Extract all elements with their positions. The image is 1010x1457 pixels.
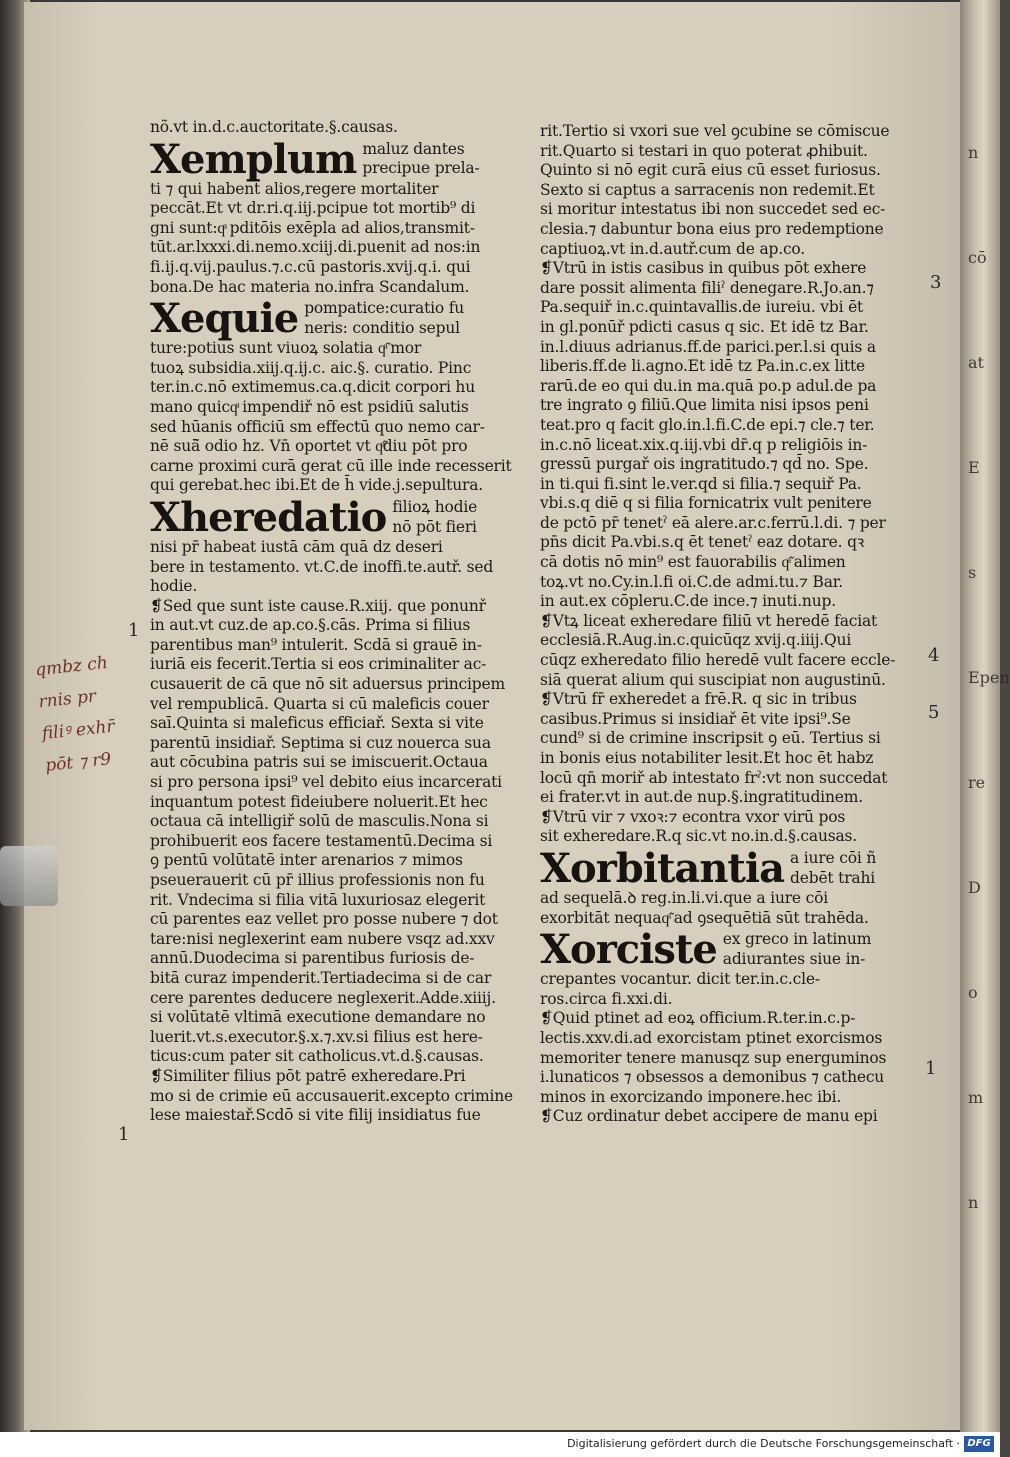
text-line: aut cōcubina patris sui se imiscuerit.Octaua — [150, 753, 488, 772]
text-line: mo si de crimie eū accusauerit.excepto crimine — [150, 1086, 513, 1105]
text-line: ❡Quid ptinet ad eoꝝ officium.R.ter.in.c.p- — [540, 1009, 856, 1028]
text-line: cā dotis nō min⁹ est fauorabilis qͣ̃ alimen — [540, 553, 846, 572]
text-line: locū qn̄ moriř ab intestato frˀ:vt non succedat — [540, 768, 888, 787]
gloss-line: debēt trahi — [790, 868, 875, 887]
text-line: rit. Vndecima si filia vitā luxuriosaz elegerit — [150, 890, 486, 909]
gloss-line: ex greco in latinum — [722, 930, 872, 949]
left-column — [150, 118, 530, 1126]
headword-gloss — [790, 849, 876, 888]
text-line: qui gerebat.hec ibi.Et de h̄ vide.j.sepultura. — [150, 476, 483, 495]
text-line: nē suā̃ odio hz. Vn̄ oportet vt qͣ̃diu pōt pro — [150, 437, 468, 456]
text-line: bitā curaz impenderit.Tertiadecima si de car — [150, 968, 492, 987]
text-line: vbi.s.q diē q si filia fornicatrix vult penitere — [540, 494, 872, 513]
gloss-line: pompatice:curatio fu — [304, 299, 465, 318]
text-line: casibus.Primus si insidiař ēt vite ipsi⁹.Se — [540, 709, 851, 728]
entry-headword-block — [540, 844, 924, 892]
text-line: sit exheredare.R.q sic.vt no.in.d.§.causas. — [540, 827, 858, 846]
text-line: ❡Sed que sunt iste cause.R.xiij. que ponunř — [150, 596, 486, 615]
footer-credit: Digitalisierung gefördert durch die Deutsche Forschungsgemeinschaft · — [567, 1437, 960, 1450]
facing-text-fragment: cō — [968, 248, 987, 267]
headword-gloss — [723, 930, 871, 969]
text-line: fi.ij.q.vij.paulus.⁊.c.cū pastoris.xvij.q.i. qui — [150, 257, 471, 276]
text-line: ad sequelā.ꝺ reg.in.li.vi.que a iure cōi — [540, 888, 829, 907]
text-line: captiuoꝝ.vt in.d.autř.cum de ap.co. — [540, 239, 806, 258]
text-line: i.lunaticos ⁊ obsessos a demonibus ⁊ cathecu — [540, 1068, 885, 1087]
text-line: ꝯ pentū volūtatē inter arenarios ⁊ mimos — [150, 851, 463, 870]
hand-line: pōt ⁊ r9 — [44, 749, 113, 776]
text-line: ❡Vtrū in istis casibus in quibus pōt exhere — [540, 259, 867, 278]
hand-line: qmbz ch — [34, 652, 109, 681]
text-line: pn̄s dicit Pa.vbi.s.q ēt tenetˀ eaz dotare. qꝛ — [540, 533, 864, 552]
footer-bar — [0, 1432, 1000, 1457]
text-line: bona.De hac materia no.infra Scandalum. — [150, 277, 470, 296]
text-line: ecclesiā.R.Aug.in.c.quicūqz xvij.q.iiij.Qui — [540, 631, 852, 650]
text-line: in bonis eius notabiliter lesit.Et hoc ēt habz — [540, 749, 874, 767]
text-line: gressū purgař ois ingratitudo.⁊ qd̄ no. Spe. — [540, 455, 869, 474]
margin-number: 4 — [928, 645, 940, 666]
text-line: teat.pro q facit glo.in.l.fi.C.de epi.⁊ cle.⁊ ter. — [540, 415, 875, 434]
text-line: saī.Quinta si maleficus efficiař. Sexta si vite — [150, 714, 484, 733]
facing-page-edge — [960, 0, 1010, 1432]
text-line: ti ⁊ qui habent alios,regere mortaliter — [150, 179, 439, 198]
gloss-line: a iure cōi ñ — [790, 848, 877, 867]
facing-text-fragment: Epen — [968, 668, 1010, 687]
text-line: pseuerauerit cū pr̄ illius professionis non fu — [150, 871, 485, 889]
text-line: si volūtatē vltimā executione demandare no — [150, 1008, 486, 1027]
gloss-line: nō pōt fieri — [392, 517, 477, 536]
facing-text-fragment: n — [968, 143, 979, 162]
margin-number: 1 — [925, 1058, 937, 1079]
text-line: si pro persona ipsi⁹ vel debito eius incarcerati — [150, 773, 502, 792]
text-line: dare possit alimenta filiˀ denegare.R.Jo.an.⁊ — [540, 278, 874, 297]
headword-gloss — [392, 498, 477, 537]
text-line: nisi pr̄ habeat iustā cām quā dz deseri — [150, 537, 443, 556]
text-line: ticus:cum pater sit catholicus.vt.d.§.causas. — [150, 1047, 484, 1066]
page-clip — [0, 846, 58, 906]
headword-gloss — [304, 299, 464, 338]
headword: Xorciste — [540, 926, 717, 974]
text-line: crepantes vocantur. dicit ter.in.c.cle- — [540, 970, 820, 989]
margin-number: 1 — [118, 1124, 130, 1145]
text-line: rarū.de eo qui du.in ma.quā po.p adul.de pa — [540, 376, 877, 395]
text-line: ❡Vtrū vir ⁊ vxoꝛ:⁊ econtra vxor virū pos — [540, 807, 846, 826]
text-line: ter.in.c.nō extimemus.ca.q.dicit corpori hu — [150, 378, 475, 397]
text-line: tuoꝝ subsidia.xiij.q.ij.c. aic.§. curatio. Pinc — [150, 358, 472, 377]
text-line: vel rempublicā. Quarta si cū maleficis couer — [150, 694, 489, 713]
text-line: ros.circa fi.xxi.di. — [540, 989, 673, 1008]
handwritten-note — [34, 642, 167, 782]
entry-headword-block — [540, 926, 924, 974]
headword-gloss — [362, 140, 479, 179]
text-line: nõ.vt in.d.c.auctoritate.§.causas. — [150, 118, 398, 136]
facing-text-fragment: m — [968, 1088, 984, 1107]
facing-text-fragment: re — [968, 773, 986, 792]
text-line: inquantum potest fideiubere noluerit.Et hec — [150, 792, 488, 811]
headword: Xemplum — [150, 135, 357, 183]
text-line: gni sunt:qͣ pditōis exēpla ad alios,transmit- — [150, 218, 475, 237]
text-line: lese maiestař.Scdō si vite filij insidiatus fue — [150, 1106, 481, 1125]
hand-line: rnis pr — [37, 686, 98, 713]
text-line: prohibuerit eos facere testamentū.Decima si — [150, 831, 493, 850]
entry-headword-block — [150, 135, 530, 183]
text-line: toꝝ.vt no.Cy.in.l.fi oi.C.de admi.tu.⁊ Bar. — [540, 572, 843, 591]
margin-number: 5 — [928, 702, 940, 723]
text-line: Quinto si nō egit curā eius cū esset furiosus. — [540, 161, 881, 180]
facing-text-fragment: s — [968, 563, 977, 582]
gloss-line: precipue prela- — [362, 159, 480, 178]
text-line: cund⁹ si de crimine inscripsit ꝯ eū. Tertius si — [540, 729, 881, 748]
text-line: in aut.vt cuz.de ap.co.§.cās. Prima si filius — [150, 616, 471, 635]
text-line: ture:potius sunt viuoꝝ solatia qͣ̃ mor — [150, 339, 422, 358]
text-line: parentū insidiař. Septima si cuz nouerca sua — [150, 733, 491, 752]
text-line: rit.Tertio si vxori sue vel ꝯcubine se cōmiscue — [540, 122, 890, 140]
text-line: ❡Similiter filius pōt patrē exheredare.Pri — [150, 1066, 466, 1085]
text-line: de pctō pr̄ tenetˀ eā alere.ar.c.ferrū.l.di. ⁊ per — [540, 513, 886, 532]
gloss-line: filioꝝ hodie — [392, 497, 478, 516]
right-column — [540, 122, 924, 1127]
text-line: minos in exorcizando imponere.hec ibi. — [540, 1087, 842, 1106]
text-line: Sexto si captus a sarracenis non redemit.Et — [540, 180, 875, 199]
text-line: iuriā eis fecerit.Tertia si eos criminaliter ac- — [150, 655, 487, 674]
headword: Xheredatio — [150, 493, 387, 541]
text-line: tare:nisi neglexerint eam nubere vsqz ad.xxv — [150, 929, 495, 948]
text-line: parentibus man⁹ intulerit. Scdā si grauē in- — [150, 635, 482, 654]
text-line: tre ingrato ꝯ filiū.Que limita nisi ipsos peni — [540, 396, 869, 415]
headword: Xorbitantia — [540, 844, 785, 892]
gloss-line: maluz dantes — [362, 139, 465, 158]
text-line: ei frater.vt in aut.de nup.§.ingratitudinem. — [540, 788, 863, 807]
text-line: rit.Quarto si testari in quo poterat ꝓhibuit. — [540, 141, 868, 160]
text-line: ❡Cuz ordinatur debet accipere de manu epi — [540, 1107, 878, 1126]
facing-text-fragment: at — [968, 353, 984, 372]
text-line: siā querat alium qui suscipiat non augustinū. — [540, 670, 886, 689]
text-line: tūt.ar.lxxxi.di.nemo.xciij.di.puenit ad nos:in — [150, 238, 481, 257]
text-line: hodie. — [150, 577, 198, 596]
facing-text-fragment: E — [968, 458, 980, 477]
text-line: si moritur intestatus ibi non succedet sed ec- — [540, 200, 886, 219]
entry-headword-block — [150, 295, 530, 343]
facing-text-fragment: n — [968, 1193, 979, 1212]
text-line: in aut.ex cōpleru.C.de ince.⁊ inuti.nup. — [540, 592, 836, 611]
gloss-line: adiurantes siue in- — [722, 949, 866, 968]
hand-line: filiꝰ exhr̄ — [40, 716, 116, 745]
text-line: ❡Vtꝝ liceat exheredare filiū vt heredē faciat — [540, 611, 878, 630]
text-line: Pa.sequiř in.c.quintavallis.de iureiu. vbi ēt — [540, 298, 864, 317]
text-line: in.c.nō liceat.xix.q.iij.vbi dr̄.q p religiōis in- — [540, 435, 868, 454]
text-line: sed hūanis officiū sm effectū quo nemo car- — [150, 417, 485, 436]
entry-headword-block — [150, 493, 530, 541]
text-line: memoriter tenere manusqz sup energuminos — [540, 1048, 887, 1067]
text-line: carne proximi curā gerat cū ille inde recesserit — [150, 456, 512, 475]
text-line: mano quicqͣ impendiř nō est psidiū salutis — [150, 397, 469, 416]
text-line: exorbitāt nequaqͣ̃ ad ꝯsequētiā sūt trahēda. — [540, 908, 869, 927]
text-line: cere parentes deducere neglexerit.Adde.xiiij. — [150, 988, 496, 1007]
facing-text-fragment: o — [968, 983, 978, 1002]
facing-page-text — [968, 140, 1010, 1340]
facing-text-fragment: D — [968, 878, 981, 897]
dfg-logo: DFG — [964, 1436, 994, 1452]
text-line: bere in testamento. vt.C.de inoffi.te.autř. sed — [150, 557, 494, 576]
text-line: clesia.⁊ dabuntur bona eius pro redemptione — [540, 219, 884, 238]
text-line: peccāt.Et vt dr.ri.q.iij.pcipue tot mortib⁹ di — [150, 199, 476, 218]
text-line: in gl.ponūř pdicti casus q sic. Et idē tz Bar. — [540, 317, 869, 336]
text-line: lectis.xxv.di.ad exorcistam ptinet exorcismos — [540, 1028, 883, 1047]
text-line: cūqz exheredato filio heredē vult facere eccle- — [540, 651, 896, 670]
margin-number: 3 — [930, 272, 942, 293]
text-line: octaua cā intelligiř solū de masculis.Nona si — [150, 812, 489, 831]
text-line: ❡Vtrū fr̄ exheredet a frē.R. q sic in tribus — [540, 690, 857, 709]
gloss-line: neris: conditio sepul — [304, 318, 460, 337]
text-line: annū.Duodecima si parentibus furiosis de- — [150, 949, 475, 968]
text-line: in.l.diuus adrianus.ff.de parici.per.l.si quis a — [540, 337, 876, 356]
headword: Xequie — [150, 295, 299, 343]
text-line: liberis.ff.de li.agno.Et idē tz Pa.in.c.ex litte — [540, 357, 866, 376]
text-line: in ti.qui fi.sint le.ver.qd si filia.⁊ sequiř Pa. — [540, 474, 862, 493]
margin-number: 1 — [128, 620, 140, 641]
text-line: cusauerit de cā que nō sit aduersus principem — [150, 675, 505, 694]
text-line: luerit.vt.s.executor.§.x.⁊.xv.si filius est here- — [150, 1027, 483, 1046]
text-line: cū parentes eaz vellet pro posse nubere ⁊ dot — [150, 910, 498, 929]
